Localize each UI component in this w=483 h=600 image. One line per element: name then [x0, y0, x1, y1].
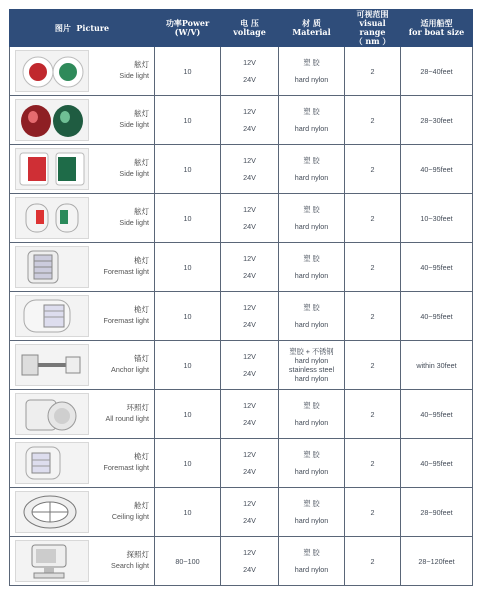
material-line: hard nylon: [294, 75, 329, 84]
product-name-cn: 舷灯: [134, 207, 149, 216]
table-header-row: [10, 10, 473, 47]
power-cell: 10: [155, 488, 221, 537]
voltage-line: 24V: [243, 369, 256, 378]
voltage-line: 12V: [243, 303, 256, 312]
material-line: 塑 胶: [303, 156, 320, 165]
product-name-cn: 锚灯: [134, 354, 149, 363]
material-cell: [279, 292, 345, 341]
table-row: [10, 194, 473, 243]
boat-size-cell: 40~95feet: [401, 145, 473, 194]
product-name-cn: 桅灯: [134, 452, 149, 461]
search-light-icon: [15, 540, 89, 582]
power-cell: 10: [155, 194, 221, 243]
voltage-line: 24V: [243, 516, 256, 525]
voltage-line: 12V: [243, 205, 256, 214]
voltage-line: 24V: [243, 75, 256, 84]
product-name-cn: 舷灯: [134, 60, 149, 69]
boat-size-cell: 40~95feet: [401, 243, 473, 292]
header-boat-size: 适用船型 for boat size: [401, 10, 473, 47]
visual-range-cell: 2: [345, 47, 401, 96]
voltage-cell: [221, 243, 279, 292]
product-name-en: Ceiling light: [111, 512, 149, 521]
material-line: 塑 胶: [303, 450, 320, 459]
visual-range-cell: 2: [345, 243, 401, 292]
visual-range-cell: 2: [345, 439, 401, 488]
material-line: hard nylon: [294, 565, 329, 574]
visual-range-cell: 2: [345, 390, 401, 439]
material-line: hard nylon: [294, 173, 329, 182]
material-line: hard nylon: [294, 124, 329, 133]
material-line: 塑 胶: [303, 499, 320, 508]
material-line: hard nylon: [294, 467, 329, 476]
product-name-en: Side light: [119, 218, 149, 227]
picture-cell: [10, 341, 155, 390]
material-line: hard nylon: [294, 374, 329, 383]
boat-size-cell: 28~30feet: [401, 96, 473, 145]
voltage-cell: [221, 194, 279, 243]
product-name-en: Foremast light: [103, 316, 149, 325]
voltage-cell: [221, 145, 279, 194]
product-name-en: Search light: [111, 561, 149, 570]
voltage-cell: [221, 292, 279, 341]
power-cell: 10: [155, 341, 221, 390]
product-name-en: Foremast light: [103, 267, 149, 276]
foremast-light-side-icon: [15, 442, 89, 484]
product-name-en: All round light: [105, 414, 149, 423]
material-line: hard nylon: [294, 320, 329, 329]
boat-size-cell: 40~95feet: [401, 439, 473, 488]
material-cell: [279, 341, 345, 390]
voltage-line: 12V: [243, 254, 256, 263]
boat-size-cell: 28~40feet: [401, 47, 473, 96]
table-body: [10, 47, 473, 586]
voltage-line: 12V: [243, 107, 256, 116]
visual-range-cell: 2: [345, 145, 401, 194]
boat-size-cell: 10~30feet: [401, 194, 473, 243]
visual-range-cell: 2: [345, 488, 401, 537]
product-name-cn: 桅灯: [134, 256, 149, 265]
voltage-line: 12V: [243, 548, 256, 557]
picture-cell: [10, 390, 155, 439]
material-line: 塑 胶: [303, 401, 320, 410]
product-name-cn: 探照灯: [126, 550, 149, 559]
product-name-en: Foremast light: [103, 463, 149, 472]
visual-range-cell: 2: [345, 194, 401, 243]
side-light-red-green-square-icon: [15, 148, 89, 190]
product-name-cn: 桅灯: [134, 305, 149, 314]
header-visual-range: 可视范围 visual range （ nm ）: [345, 10, 401, 47]
material-cell: [279, 96, 345, 145]
table-row: [10, 243, 473, 292]
voltage-line: 12V: [243, 58, 256, 67]
power-cell: 10: [155, 145, 221, 194]
picture-cell: [10, 537, 155, 586]
material-line: hard nylon: [294, 356, 329, 365]
voltage-cell: [221, 439, 279, 488]
table-row: [10, 292, 473, 341]
side-light-small-white-icon: [15, 197, 89, 239]
voltage-line: 12V: [243, 352, 256, 361]
voltage-line: 12V: [243, 450, 256, 459]
visual-range-cell: 2: [345, 341, 401, 390]
header-power: 功率Power (W/V): [155, 10, 221, 47]
material-cell: [279, 488, 345, 537]
product-name-en: Side light: [119, 120, 149, 129]
visual-range-cell: 2: [345, 96, 401, 145]
boat-size-cell: 28~90feet: [401, 488, 473, 537]
power-cell: 10: [155, 47, 221, 96]
boat-size-cell: within 30feet: [401, 341, 473, 390]
power-cell: 10: [155, 292, 221, 341]
power-cell: 10: [155, 243, 221, 292]
product-name-cn: 舷灯: [134, 109, 149, 118]
table-row: [10, 47, 473, 96]
voltage-line: 24V: [243, 418, 256, 427]
product-spec-sheet: [9, 9, 472, 586]
table-row: [10, 341, 473, 390]
side-light-red-green-dome-icon: [15, 99, 89, 141]
voltage-line: 24V: [243, 124, 256, 133]
material-line: 塑 胶: [303, 303, 320, 312]
voltage-cell: [221, 390, 279, 439]
product-name-cn: 舱灯: [134, 501, 149, 510]
voltage-cell: [221, 488, 279, 537]
product-name-en: Anchor light: [111, 365, 149, 374]
boat-size-cell: 28~120feet: [401, 537, 473, 586]
voltage-line: 24V: [243, 173, 256, 182]
material-line: hard nylon: [294, 271, 329, 280]
voltage-line: 12V: [243, 156, 256, 165]
boat-size-cell: 40~95feet: [401, 390, 473, 439]
picture-cell: [10, 145, 155, 194]
voltage-line: 24V: [243, 320, 256, 329]
material-line: 塑 胶: [303, 548, 320, 557]
ceiling-light-cage-icon: [15, 491, 89, 533]
material-cell: [279, 145, 345, 194]
material-line: 塑 胶: [303, 58, 320, 67]
voltage-line: 24V: [243, 222, 256, 231]
picture-cell: [10, 292, 155, 341]
voltage-line: 24V: [243, 467, 256, 476]
voltage-line: 12V: [243, 401, 256, 410]
power-cell: 80~100: [155, 537, 221, 586]
picture-cell: [10, 488, 155, 537]
visual-range-cell: 2: [345, 537, 401, 586]
voltage-cell: [221, 341, 279, 390]
foremast-light-icon: [15, 246, 89, 288]
material-line: hard nylon: [294, 516, 329, 525]
voltage-line: 24V: [243, 565, 256, 574]
power-cell: 10: [155, 390, 221, 439]
picture-cell: [10, 243, 155, 292]
material-line: hard nylon: [294, 418, 329, 427]
picture-cell: [10, 96, 155, 145]
table-row: [10, 439, 473, 488]
product-name-cn: 环照灯: [126, 403, 149, 412]
material-cell: [279, 390, 345, 439]
side-light-red-green-round-icon: [15, 50, 89, 92]
power-cell: 10: [155, 439, 221, 488]
material-line: 塑胶 + 不锈钢: [289, 347, 334, 356]
material-cell: [279, 47, 345, 96]
header-material: 材 质 Material: [279, 10, 345, 47]
table-row: [10, 488, 473, 537]
material-line: 塑 胶: [303, 254, 320, 263]
material-cell: [279, 243, 345, 292]
product-name-cn: 舷灯: [134, 158, 149, 167]
table-row: [10, 537, 473, 586]
picture-cell: [10, 47, 155, 96]
material-line: hard nylon: [294, 222, 329, 231]
material-cell: [279, 194, 345, 243]
anchor-light-pole-icon: [15, 344, 89, 386]
material-line: 塑 胶: [303, 107, 320, 116]
header-voltage: 电 压 voltage: [221, 10, 279, 47]
table-row: [10, 96, 473, 145]
voltage-cell: [221, 537, 279, 586]
boat-size-cell: 40~95feet: [401, 292, 473, 341]
picture-cell: [10, 194, 155, 243]
material-cell: [279, 537, 345, 586]
picture-cell: [10, 439, 155, 488]
all-round-light-icon: [15, 393, 89, 435]
material-line: stainless steel: [288, 365, 335, 374]
foremast-light-white-icon: [15, 295, 89, 337]
power-cell: 10: [155, 96, 221, 145]
lights-spec-table: [9, 9, 473, 586]
voltage-line: 12V: [243, 499, 256, 508]
voltage-cell: [221, 96, 279, 145]
product-name-en: Side light: [119, 71, 149, 80]
table-row: [10, 145, 473, 194]
table-row: [10, 390, 473, 439]
visual-range-cell: 2: [345, 292, 401, 341]
voltage-line: 24V: [243, 271, 256, 280]
voltage-cell: [221, 47, 279, 96]
material-cell: [279, 439, 345, 488]
material-line: 塑 胶: [303, 205, 320, 214]
product-name-en: Side light: [119, 169, 149, 178]
header-picture: 图片 Picture: [10, 10, 155, 47]
